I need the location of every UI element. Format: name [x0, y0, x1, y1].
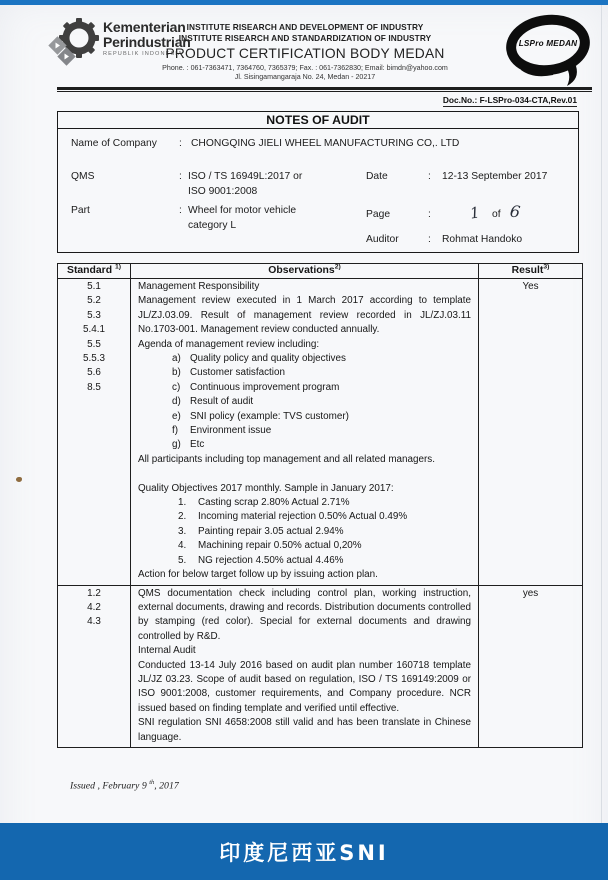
document-title: NOTES OF AUDIT [58, 112, 578, 129]
date-value: 12-13 September 2017 [442, 171, 548, 182]
blank-line [138, 467, 471, 481]
standard-code: 4.3 [87, 616, 101, 628]
ministry-name-line2: Perindustrian [103, 34, 191, 50]
observation-list-item [138, 352, 471, 366]
observation-list-item [138, 395, 471, 409]
issued-date-line [70, 779, 179, 791]
certification-body-title: PRODUCT CERTIFICATION BODY MEDAN [165, 46, 445, 61]
auditor-label: Auditor [366, 234, 399, 245]
qms-colon: : [179, 171, 182, 182]
list-item-text: Machining repair 0.50% actual 0,20% [198, 540, 362, 552]
observations-column-header [131, 264, 479, 279]
list-item-text: Customer satisfaction [190, 367, 285, 379]
list-item-text: NG rejection 4.50% actual 4.46% [198, 554, 344, 566]
observation-paragraph: Management review executed in 1 March 2017 according to template JL/ZJ.03.09. Result of management review recorded in JL/ZJ.03.11 No.1703-001. Management review conducted annually. [138, 295, 471, 336]
observation-list-item [138, 366, 471, 380]
part-colon: : [179, 205, 182, 216]
company-colon: : [179, 138, 182, 149]
list-item-text: Etc [190, 439, 205, 451]
issued-prefix: Issued , February 9 [70, 780, 150, 792]
observation-list-item [138, 525, 471, 539]
list-marker: 4. [178, 540, 187, 552]
header-rule-thick [57, 87, 592, 90]
q-brush-icon [503, 12, 595, 90]
caption-text: 印度尼西亚SNI [219, 840, 389, 865]
header-rule-thin [57, 91, 592, 92]
contact-line: Phone. : 061-7363471, 7364760, 7365379; Fax. : 061-7362830; Email: bimdn@yahoo.com [162, 64, 448, 72]
doc-number [57, 95, 577, 105]
observation-list-item [138, 381, 471, 395]
list-marker: a) [172, 353, 181, 365]
table-header-row [58, 264, 583, 279]
company-label: Name of Company [71, 138, 157, 149]
part-value-line2: category L [188, 220, 237, 231]
list-item-text: Incoming material rejection 0.50% Actual 0.49% [198, 511, 408, 523]
lspro-medan-logo [503, 12, 595, 90]
observation-paragraph: QMS documentation check including control plan, working instruction, external documents, drawing and records. Distribution documents controlled by stamping (red color). Special for external documents and drawing controlled by R&D. [138, 587, 471, 642]
observation-list-item [138, 496, 471, 510]
list-marker: 3. [178, 525, 187, 537]
list-marker: 2. [178, 511, 187, 523]
observation-list-item [138, 438, 471, 452]
list-marker: g) [172, 439, 181, 451]
observation-paragraph: Agenda of management review including: [138, 338, 320, 350]
standard-code: 5.6 [87, 367, 101, 379]
page-total-handwritten: 6 [508, 201, 522, 222]
issued-ordinal-sup: th [149, 779, 155, 786]
observation-list-item [138, 554, 471, 568]
result-header-footnote: 3) [543, 263, 550, 271]
observations-header-text: Observations [268, 265, 335, 276]
standards-cell [58, 585, 131, 747]
list-marker: c) [172, 381, 181, 393]
list-item-text: Continuous improvement program [190, 381, 340, 393]
gear-icon [48, 18, 100, 70]
date-label: Date [366, 171, 388, 182]
standard-code: 5.1 [87, 281, 101, 292]
qms-value-line2: ISO 9001:2008 [188, 186, 258, 197]
list-item-text: SNI policy (example: TVS customer) [190, 410, 349, 422]
table-row [58, 585, 583, 747]
part-label: Part [71, 205, 90, 216]
observation-paragraph: Action for below target follow up by issuing action plan. [138, 569, 378, 581]
auditor-colon: : [428, 234, 431, 245]
observation-paragraph: Management Responsibility [138, 281, 260, 292]
part-value-line1: Wheel for motor vehicle [188, 205, 297, 216]
standard-code: 8.5 [87, 381, 101, 393]
table-row [58, 279, 583, 586]
observation-list-item [138, 410, 471, 424]
observation-list-item [138, 424, 471, 438]
observations-cell [131, 585, 479, 747]
auditor-value: Rohmat Handoko [442, 234, 523, 245]
observation-paragraph: Conducted 13-14 July 2016 based on audit plan number 160718 template JL/JZ 03.23. Scope of audit based on regulation, ISO / TS 169149:2009 or ISO 9001:2008, customer requirements, and Company procedure. NCR issued based on finding template and verified until effective. [138, 659, 471, 714]
observations-cell [131, 279, 479, 586]
date-colon: : [428, 171, 431, 182]
observation-paragraph: SNI regulation SNI 4658:2008 still valid and has been translate in Chinese language. [138, 717, 471, 743]
list-marker: b) [172, 367, 181, 379]
doc-number-text: Doc.No.: F-LSPro-034-CTA,Rev.01 [442, 95, 577, 105]
standard-header-footnote: 1) [114, 263, 121, 271]
result-value: yes [479, 585, 583, 747]
audit-observations-table [57, 263, 583, 748]
kementerian-perindustrian-logo [48, 18, 100, 70]
letterhead [140, 22, 470, 82]
institute-line-2: INSTITUTE RISEARCH AND STANDARDIZATION OF INDUSTRY [178, 33, 432, 43]
list-item-text: Painting repair 3.05 actual 2.94% [198, 525, 344, 537]
list-item-text: Result of audit [190, 396, 254, 408]
standard-code: 5.5 [87, 338, 101, 350]
list-marker: d) [172, 396, 181, 408]
page-colon: : [428, 209, 431, 220]
result-column-header [479, 264, 583, 279]
address-line: Jl. Sisingamangaraja No. 24, Medan - 20217 [234, 73, 376, 81]
top-border-strip [0, 0, 608, 5]
observation-paragraph: Quality Objectives 2017 monthly. Sample in January 2017: [138, 482, 394, 494]
scan-artifact-speck [16, 477, 22, 482]
standard-header-text: Standard [67, 265, 115, 276]
list-marker: e) [172, 410, 181, 422]
list-item-text: Casting scrap 2.80% Actual 2.71% [198, 497, 350, 509]
qms-value-line1: ISO / TS 16949L:2017 or [188, 171, 303, 182]
list-marker: f) [172, 425, 179, 437]
qms-label: QMS [71, 171, 95, 182]
lspro-medan-label: LSPro MEDAN [518, 39, 578, 48]
standard-code: 4.2 [87, 601, 101, 613]
observation-list-item [138, 510, 471, 524]
page-current-handwritten: 1 [468, 203, 481, 223]
standard-column-header [58, 264, 131, 279]
observations-header-footnote: 2) [334, 263, 341, 271]
institute-line-1: INSTITUTE RISEARCH AND DEVELOPMENT OF INDUSTRY [186, 22, 424, 32]
issued-suffix: , 2017 [154, 780, 179, 792]
result-header-text: Result [511, 265, 544, 276]
standard-code: 5.5.3 [83, 353, 105, 365]
page-of-text: of [492, 209, 501, 220]
observation-paragraph: All participants including top management and all related managers. [138, 453, 435, 465]
page-label: Page [366, 209, 391, 220]
audit-table-body [58, 279, 583, 748]
standard-code: 5.2 [87, 295, 101, 307]
observation-paragraph: Internal Audit [138, 645, 196, 657]
ministry-name-line3: REPUBLIK INDONESIA [103, 51, 183, 57]
observation-list-item [138, 539, 471, 553]
list-item-text: Quality policy and quality objectives [190, 353, 346, 365]
bottom-caption-banner [0, 823, 608, 880]
ministry-name-line1: Kementerian [103, 19, 186, 35]
list-marker: 5. [178, 554, 187, 566]
standards-cell [58, 279, 131, 586]
company-value: CHONGQING JIELI WHEEL MANUFACTURING CO,. LTD [191, 138, 460, 149]
result-value: Yes [479, 279, 583, 586]
notes-of-audit-box [57, 111, 579, 253]
list-item-text: Environment issue [190, 425, 272, 437]
scan-edge-shadow [601, 5, 602, 823]
standard-code: 5.4.1 [83, 324, 105, 336]
list-marker: 1. [178, 497, 187, 509]
standard-code: 1.2 [87, 587, 101, 599]
standard-code: 5.3 [87, 309, 101, 321]
